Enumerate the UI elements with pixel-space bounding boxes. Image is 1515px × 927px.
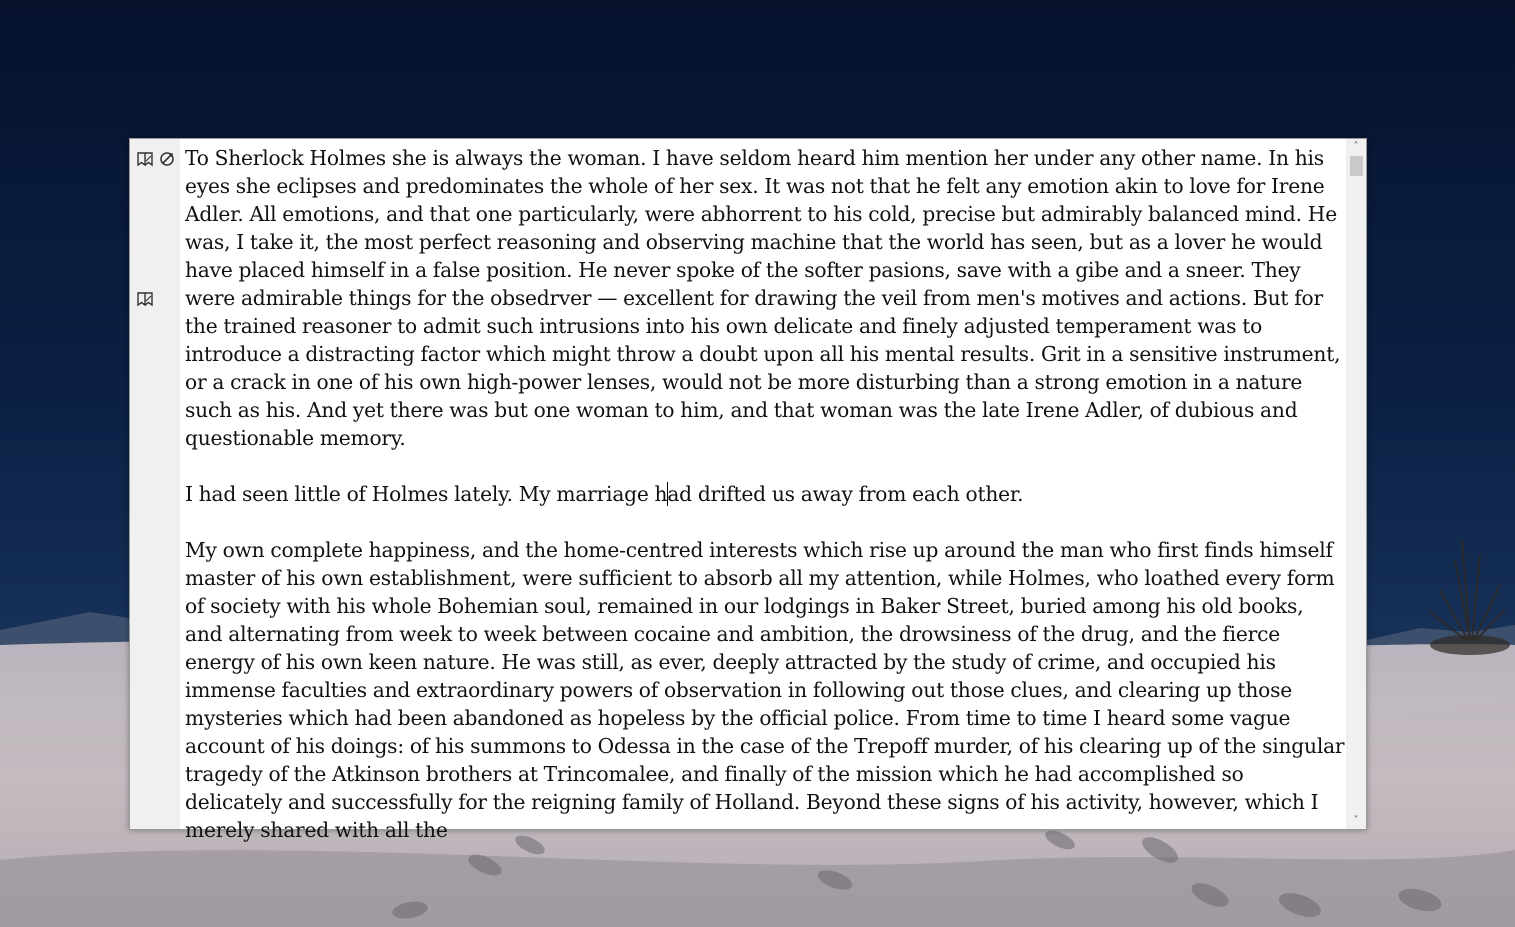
text-editor-window bbox=[129, 138, 1367, 842]
paragraph-1[interactable]: To Sherlock Holmes she is always the woman. I have seldom heard him mention her under any other name. In his eyes she eclipses and predominates the whole of her sex. It was not that he felt any emotion akin to love for Irene Adler. All emotions, and that one particularly, were abhorrent to his cold, precise but admirably balanced mind. He was, I take it, the most perfect reasoning and observing machine that the world has seen, but as a lover he would have placed himself in a false position. He never spoke of the softer pasions, save with a gibe and a sneer. They were admirable things for the obsedrver — excellent for drawing the veil from men's motives and actions. But for the trained reasoner to admit such intrusions into his own delicate and finely adjusted temperament was to introduce a distracting factor which might throw a doubt upon all his mental results. Grit in a sensitive instrument, or a crack in one of his own high-power lenses, would not be more disturbing than a strong emotion in a nature such as his. And yet there was but one woman to him, and that woman was the late Irene Adler, of dubious and questionable memory. bbox=[185, 146, 1341, 450]
scroll-down-button[interactable]: ˅ bbox=[1353, 815, 1359, 826]
scroll-up-button[interactable]: ˄ bbox=[1353, 141, 1359, 152]
scroll-thumb[interactable] bbox=[1350, 156, 1363, 176]
text-before-caret: I had seen little of Holmes lately. My marriage h bbox=[185, 482, 668, 506]
paragraph-2[interactable] bbox=[185, 480, 1345, 508]
link-icon[interactable] bbox=[158, 150, 176, 168]
bookmark-icon[interactable] bbox=[136, 290, 154, 308]
bookmark-icon[interactable] bbox=[136, 150, 154, 168]
paragraph-3[interactable]: My own complete happiness, and the home-centred interests which rise up around the man who first finds himself master of his own establishment, were sufficient to absorb all my attention, while Holmes, who loathed every form of society with his whole Bohemian soul, remained in our lodgings in Baker Street, buried among his old books, and alternating from week to week between cocaine and ambition, the drowsiness of the drug, and the fierce energy of his own keen nature. He was still, as ever, deeply attracted by the study of crime, and occupied his immense faculties and extraordinary powers of observation in following out those clues, and clearing up those mysteries which had been abandoned as hopeless by the official police. From time to time I heard some vague account of his doings: of his summons to Odessa in the case of the Trepoff murder, of his clearing up of the singular tragedy of the Atkinson brothers at Trincomalee, and finally of the mission which he had accomplished so delicately and successfully for the reigning family of Holland. Beyond these signs of his activity, however, which I merely shared with all the bbox=[185, 538, 1345, 842]
document-text-area[interactable] bbox=[185, 144, 1345, 842]
vertical-scrollbar[interactable] bbox=[1346, 139, 1366, 829]
editor-gutter bbox=[130, 139, 180, 829]
text-after-caret: ad drifted us away from each other. bbox=[667, 482, 1024, 506]
